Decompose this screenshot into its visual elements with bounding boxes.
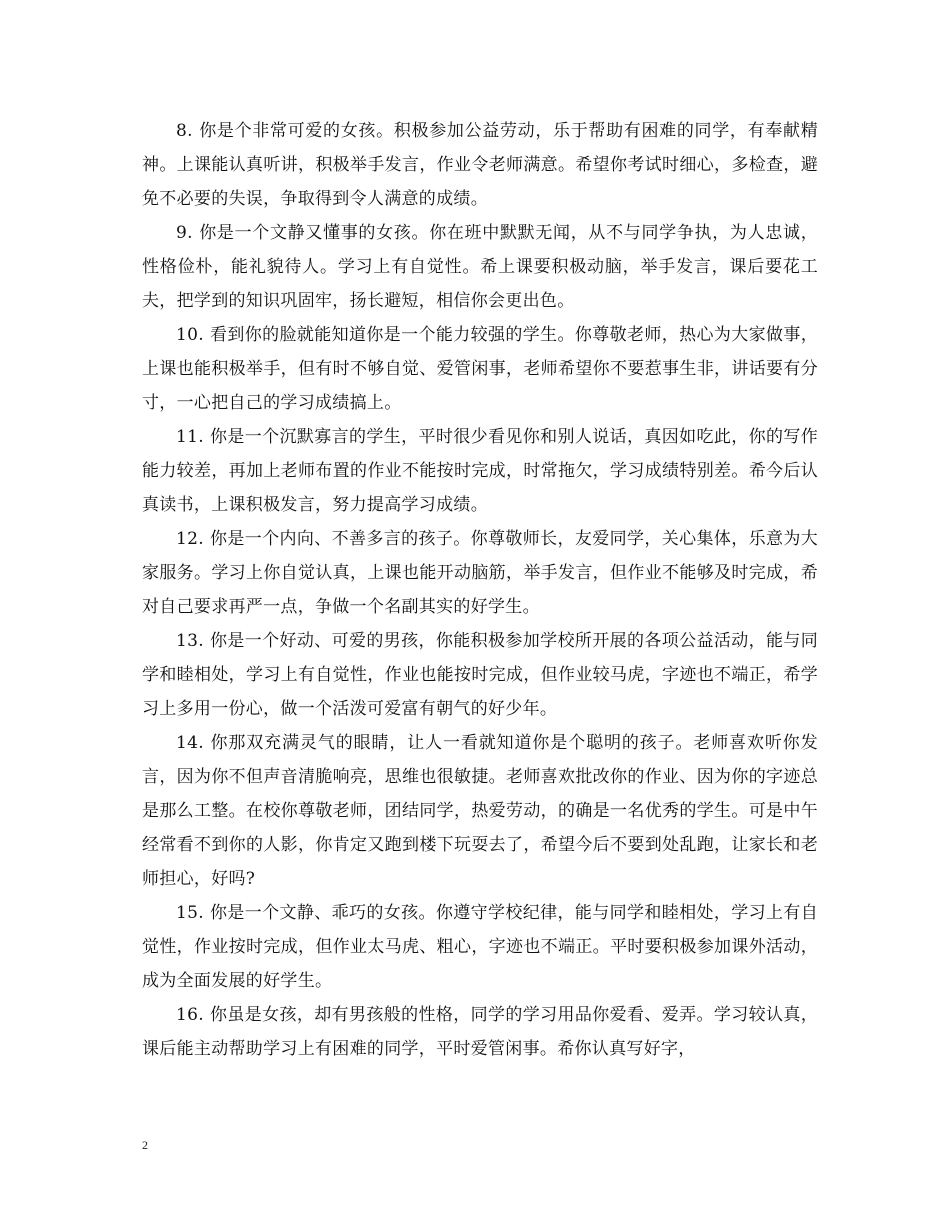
paragraph-text: 你是一个内向、不善多言的孩子。你尊敬师长，友爱同学，关心集体，乐意为大家服务。学习上你自觉认真，上课也能开动脑筋，举手发言，但作业不能够及时完成，希对自己要求再严一点，争做一个名副其实的好学生。: [142, 529, 818, 617]
paragraph-8: [142, 114, 818, 216]
paragraph-number: 14.: [176, 733, 204, 753]
paragraph-number: 11.: [176, 427, 204, 447]
paragraph-14: [142, 726, 818, 896]
paragraph-number: 16.: [176, 1005, 204, 1025]
document-body: [142, 114, 818, 1066]
paragraph-number: 12.: [176, 529, 204, 549]
paragraph-number: 10.: [176, 325, 204, 345]
paragraph-text: 你是一个文静、乖巧的女孩。你遵守学校纪律，能与同学和睦相处，学习上有自觉性，作业按时完成，但作业太马虎、粗心，字迹也不端正。平时要积极参加课外活动，成为全面发展的好学生。: [142, 903, 818, 991]
paragraph-number: 9.: [176, 223, 193, 243]
paragraph-number: 8.: [176, 121, 193, 141]
paragraph-text: 你是一个沉默寡言的学生，平时很少看见你和别人说话，真因如吃此，你的写作能力较差，再加上老师布置的作业不能按时完成，时常拖欠，学习成绩特别差。希今后认真读书，上课积极发言，努力提高学习成绩。: [142, 427, 818, 515]
paragraph-10: [142, 318, 818, 420]
paragraph-text: 你是个非常可爱的女孩。积极参加公益劳动，乐于帮助有困难的同学，有奉献精神。上课能认真听讲，积极举手发言，作业令老师满意。希望你考试时细心，多检查，避免不必要的失误，争取得到令人满意的成绩。: [142, 121, 818, 209]
paragraph-number: 13.: [176, 631, 204, 651]
paragraph-16: [142, 998, 818, 1066]
paragraph-text: 你虽是女孩，却有男孩般的性格，同学的学习用品你爱看、爱弄。学习较认真，课后能主动帮助学习上有困难的同学，平时爱管闲事。希你认真写好字，: [142, 1005, 818, 1059]
paragraph-text: 你那双充满灵气的眼睛，让人一看就知道你是个聪明的孩子。老师喜欢听你发言，因为你不但声音清脆响亮，思维也很敏捷。老师喜欢批改你的作业、因为你的字迹总是那么工整。在校你尊敬老师，团结同学，热爱劳动，的确是一名优秀的学生。可是中午经常看不到你的人影，你肯定又跑到楼下玩耍去了，希望今后不要到处乱跑，让家长和老师担心，好吗?: [142, 733, 818, 889]
paragraph-text: 你是一个文静又懂事的女孩。你在班中默默无闻，从不与同学争执，为人忠诚，性格俭朴，能礼貌待人。学习上有自觉性。希上课要积极动脑，举手发言，课后要花工夫，把学到的知识巩固牢，扬长避短，相信你会更出色。: [142, 223, 818, 311]
paragraph-12: [142, 522, 818, 624]
paragraph-11: [142, 420, 818, 522]
page-number: 2: [142, 1138, 148, 1152]
paragraph-9: [142, 216, 818, 318]
paragraph-13: [142, 624, 818, 726]
paragraph-number: 15.: [176, 903, 204, 923]
paragraph-text: 你是一个好动、可爱的男孩，你能积极参加学校所开展的各项公益活动，能与同学和睦相处，学习上有自觉性，作业也能按时完成，但作业较马虎，字迹也不端正，希学习上多用一份心，做一个活泼可爱富有朝气的好少年。: [142, 631, 818, 719]
paragraph-text: 看到你的脸就能知道你是一个能力较强的学生。你尊敬老师，热心为大家做事，上课也能积极举手，但有时不够自觉、爱管闲事，老师希望你不要惹事生非，讲话要有分寸，一心把自己的学习成绩搞上。: [142, 325, 818, 413]
paragraph-15: [142, 896, 818, 998]
